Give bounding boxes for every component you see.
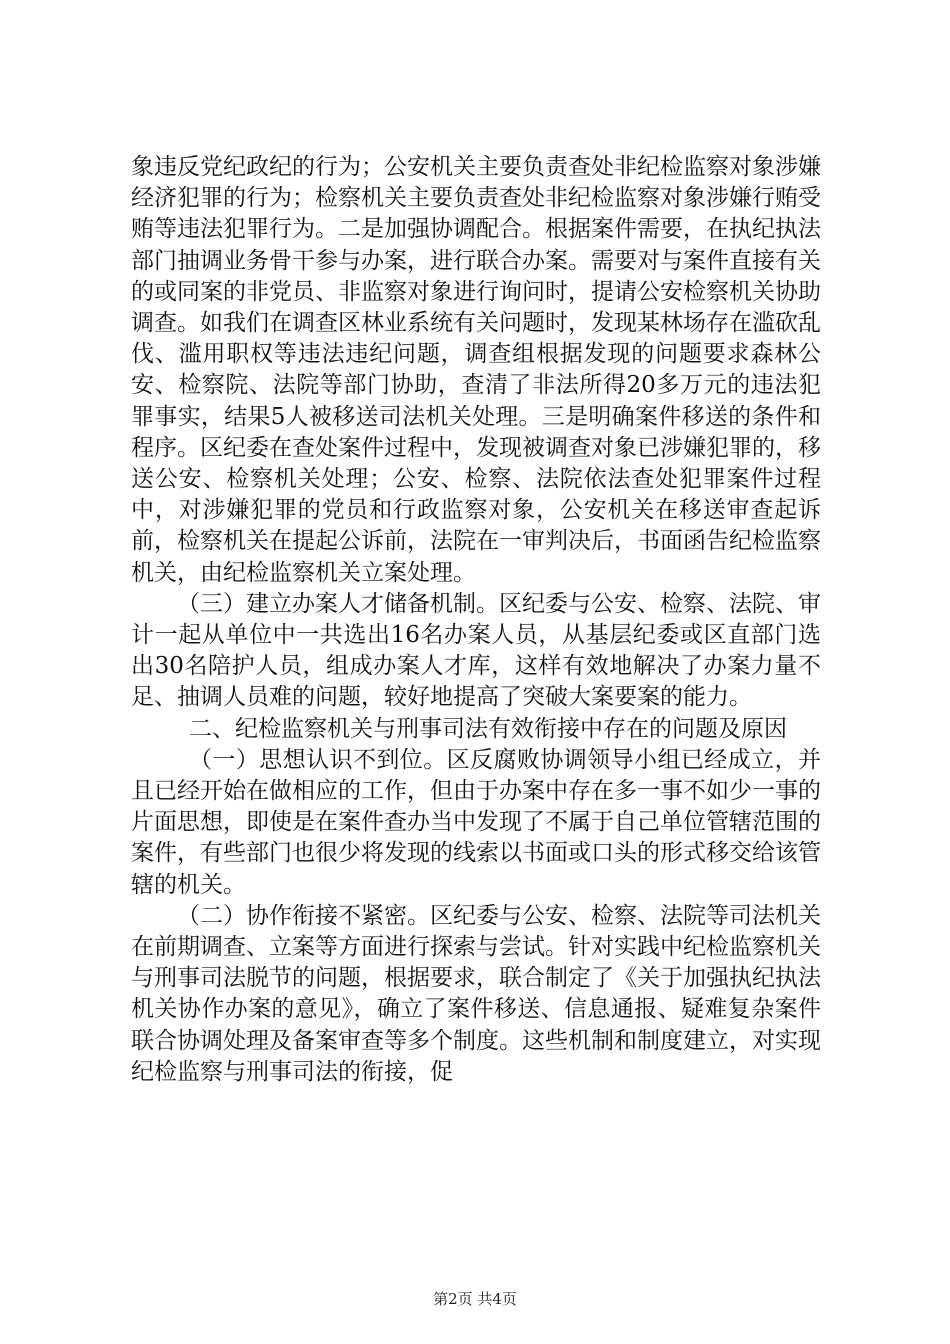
paragraph-cooperation: （二）协作衔接不紧密。区纪委与公安、检察、法院等司法机关在前期调查、立案等方面进行探索与尝试。针对实践中纪检监察机关与刑事司法脱节的问题，根据要求，联合制定了《关于加强执纪执法机关协作办案的意见》，确立了案件移送、信息通报、疑难复杂案件联合协调处理及备案审查等多个制度。这些机制和制度建立，对实现纪检监察与刑事司法的衔接，促: [131, 902, 821, 1085]
document-body: [131, 152, 821, 1088]
paragraph-talent-reserve: （三）建立办案人才储备机制。区纪委与公安、检察、法院、审计一起从单位中一共选出16名办案人员，从基层纪委或区直部门选出30名陪护人员，组成办案人才库，这样有效地解决了办案力量不足、抽调人员难的问题，较好地提高了突破大案要案的能力。: [131, 590, 821, 711]
page-number-footer: 第2页 共4页: [433, 1290, 517, 1308]
paragraph-awareness: （一）思想认识不到位。区反腐败协调领导小组已经成立，并且已经开始在做相应的工作，但由于办案中存在多一事不如少一事的片面思想，即使是在案件查办当中发现了不属于自己单位管辖范围的案件，有些部门也很少将发现的线索以书面或口头的形式移交给该管辖的机关。: [131, 746, 821, 898]
paragraph-continuation: 象违反党纪政纪的行为；公安机关主要负责查处非纪检监察对象涉嫌经济犯罪的行为；检察机关主要负责查处非纪检监察对象涉嫌行贿受贿等违法犯罪行为。二是加强协调配合。根据案件需要，在执纪执法部门抽调业务骨干参与办案，进行联合办案。需要对与案件直接有关的或同案的非党员、非监察对象进行询问时，提请公安检察机关协助调查。如我们在调查区林业系统有关问题时，发现某林场存在滥砍乱伐、滥用职权等违法违纪问题，调查组根据发现的问题要求森林公安、检察院、法院等部门协助，查清了非法所得20多万元的违法犯罪事实，结果5人被移送司法机关处理。三是明确案件移送的条件和程序。区纪委在查处案件过程中，发现被调查对象已涉嫌犯罪的，移送公安、检察机关处理；公安、检察、法院依法查处犯罪案件过程中，对涉嫌犯罪的党员和行政监察对象，公安机关在移送审查起诉前，检察机关在提起公诉前，法院在一审判决后，书面函告纪检监察机关，由纪检监察机关立案处理。: [131, 154, 821, 586]
section-heading-problems: 二、纪检监察机关与刑事司法有效衔接中存在的问题及原因: [189, 715, 787, 742]
